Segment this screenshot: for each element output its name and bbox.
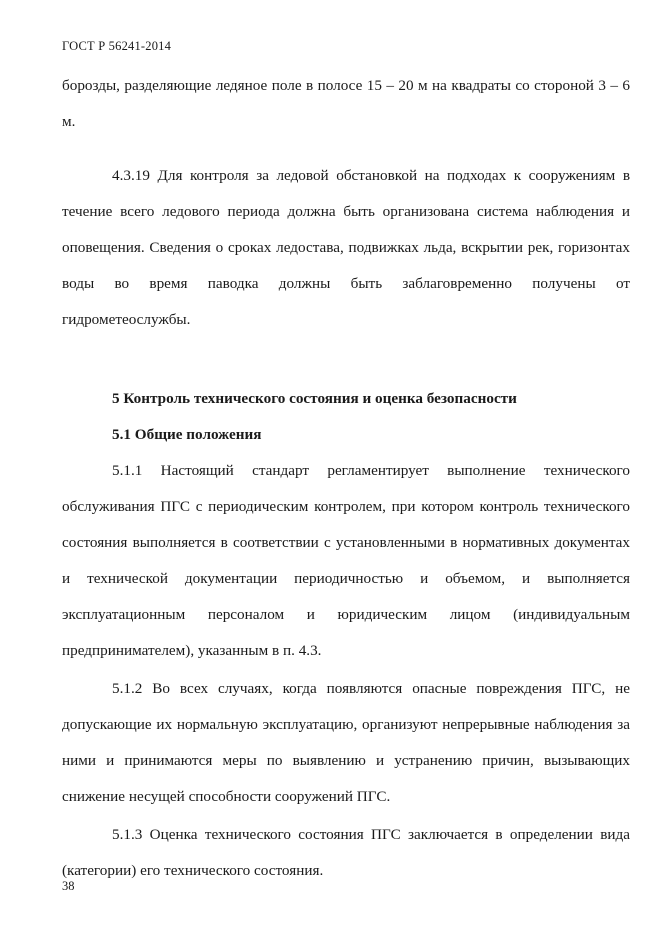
subsection-5-1-heading: 5.1 Общие положения <box>112 426 262 443</box>
section-5-heading: 5 Контроль технического состояния и оценка безопасности <box>112 390 517 407</box>
paragraph-5-1-1: 5.1.1 Настоящий стандарт регламентирует выполнение технического обслуживания ПГС с периодическим контролем, при котором контроль технического состояния выполняется в соответствии с установленными в нормативных документах и технической документации периодичностью и объемом, и выполняется эксплуатационным персоналом и юридическим лицом (индивидуальным предпринимателем), указанным в п. 4.3. <box>62 462 630 659</box>
paragraph-5-1-2: 5.1.2 Во всех случаях, когда появляются опасные повреждения ПГС, не допускающие их нормальную эксплуатацию, организуют непрерывные наблюдения за ними и принимаются меры по выявлению и устранению причин, вызывающих снижение несущей способности сооружений ПГС. <box>62 680 630 805</box>
paragraph-continuation: борозды, разделяющие ледяное поле в полосе 15 – 20 м на квадраты со стороной 3 – 6 м. <box>62 77 630 130</box>
document-header: ГОСТ Р 56241-2014 <box>62 39 172 53</box>
page-content <box>62 68 630 889</box>
paragraph-4-3-19: 4.3.19 Для контроля за ледовой обстановкой на подходах к сооружениям в течение всего ледового периода должна быть организована система наблюдения и оповещения. Сведения о сроках ледостава, подвижках льда, вскрытии рек, горизонтах воды во время паводка должны быть заблаговременно получены от гидрометеослужбы. <box>62 167 630 328</box>
page-number: 38 <box>62 879 75 893</box>
paragraph-5-1-3: 5.1.3 Оценка технического состояния ПГС заключается в определении вида (категории) его технического состояния. <box>62 826 630 879</box>
